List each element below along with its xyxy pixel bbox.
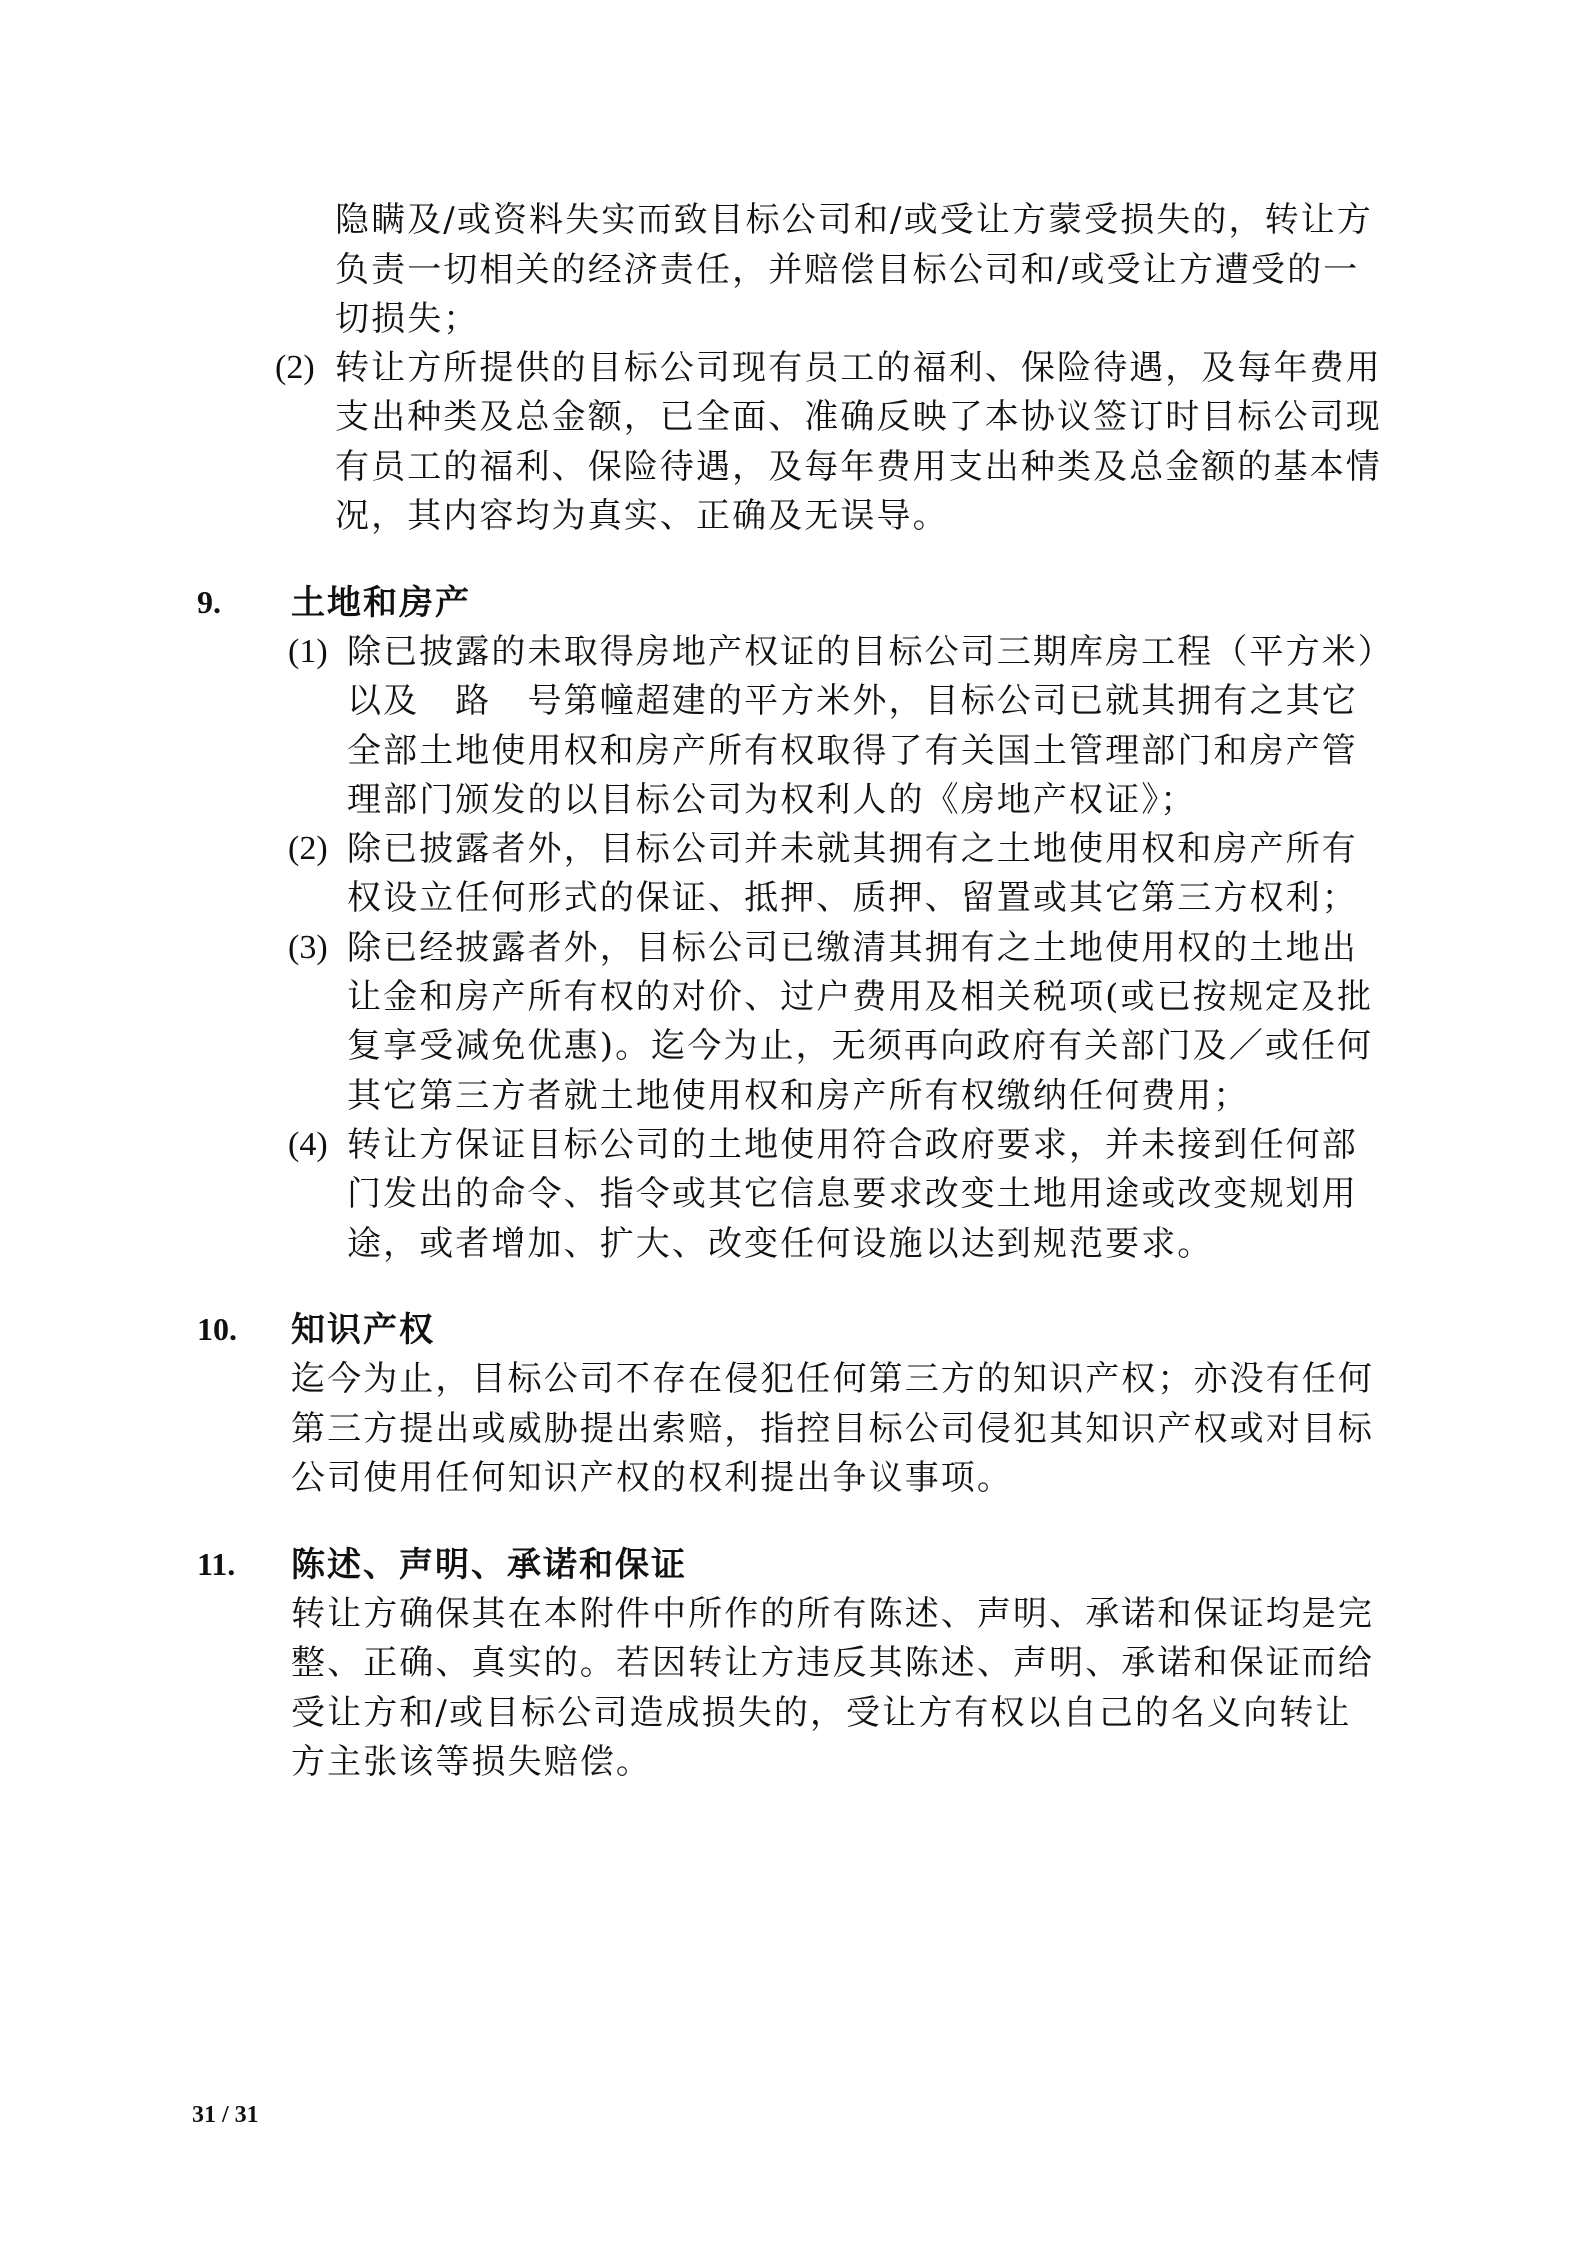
- body-text-line: 迄今为止，目标公司不存在侵犯任何第三方的知识产权；亦没有任何: [291, 1359, 1374, 1399]
- body-text-line: 途，或者增加、扩大、改变任何设施以达到规范要求。: [347, 1224, 1214, 1264]
- body-text-line: 隐瞒及/或资料失实而致目标公司和/或受让方蒙受损失的，转让方: [335, 200, 1373, 240]
- body-text-line: 负责一切相关的经济责任，并赔偿目标公司和/或受让方遭受的一: [335, 250, 1360, 290]
- body-text-line: 让金和房产所有权的对价、过户费用及相关税项(或已按规定及批: [347, 977, 1374, 1017]
- item-number: (4): [288, 1126, 328, 1163]
- body-text-line: 受让方和/或目标公司造成损失的，受让方有权以自己的名义向转让: [291, 1693, 1352, 1733]
- body-text-line: 公司使用任何知识产权的权利提出争议事项。: [291, 1458, 1013, 1498]
- body-text-line: 整、正确、真实的。若因转让方违反其陈述、声明、承诺和保证而给: [291, 1643, 1374, 1683]
- section-number: 10.: [197, 1311, 237, 1347]
- body-text-line: 有员工的福利、保险待遇，及每年费用支出种类及总金额的基本情: [335, 447, 1382, 487]
- item-number: (3): [288, 929, 328, 966]
- item-number: (1): [288, 633, 328, 670]
- section-title: 知识产权: [291, 1310, 435, 1350]
- body-text-line: 方主张该等损失赔偿。: [291, 1742, 652, 1782]
- body-text-line: 门发出的命令、指令或其它信息要求改变土地用途或改变规划用: [347, 1174, 1358, 1214]
- section-title: 土地和房产: [291, 583, 471, 623]
- item-number: (2): [275, 349, 315, 386]
- body-text-line: 况，其内容均为真实、正确及无误导。: [335, 496, 949, 536]
- section-number: 11.: [197, 1546, 236, 1582]
- section-number: 9.: [197, 584, 221, 620]
- body-text-line: 权设立任何形式的保证、抵押、质押、留置或其它第三方权利；: [347, 878, 1358, 918]
- body-text-line: 转让方确保其在本附件中所作的所有陈述、声明、承诺和保证均是完: [291, 1594, 1374, 1634]
- body-text-line: 其它第三方者就土地使用权和房产所有权缴纳任何费用；: [347, 1076, 1250, 1116]
- body-text-line: 以及 路 号第幢超建的平方米外，目标公司已就其拥有之其它: [347, 681, 1358, 721]
- body-text-line: 支出种类及总金额，已全面、准确反映了本协议签订时目标公司现: [335, 397, 1382, 437]
- body-text-line: 转让方保证目标公司的土地使用符合政府要求，并未接到任何部: [347, 1125, 1358, 1165]
- body-text-line: 转让方所提供的目标公司现有员工的福利、保险待遇，及每年费用: [335, 348, 1382, 388]
- body-text-line: 第三方提出或威胁提出索赔，指控目标公司侵犯其知识产权或对目标: [291, 1409, 1374, 1449]
- body-text-line: 复享受减免优惠)。迄今为止，无须再向政府有关部门及／或任何: [347, 1026, 1374, 1066]
- body-text-line: 切损失；: [335, 299, 480, 339]
- page-number: 31 / 31: [192, 2102, 259, 2128]
- body-text-line: 除已披露的未取得房地产权证的目标公司三期库房工程（平方米）: [347, 632, 1394, 672]
- body-text-line: 除已经披露者外，目标公司已缴清其拥有之土地使用权的土地出: [347, 928, 1358, 968]
- body-text-line: 除已披露者外，目标公司并未就其拥有之土地使用权和房产所有: [347, 829, 1358, 869]
- section-title: 陈述、声明、承诺和保证: [291, 1545, 687, 1585]
- body-text-line: 全部土地使用权和房产所有权取得了有关国土管理部门和房产管: [347, 731, 1358, 771]
- body-text-line: 理部门颁发的以目标公司为权利人的《房地产权证》；: [347, 780, 1197, 820]
- item-number: (2): [288, 830, 328, 867]
